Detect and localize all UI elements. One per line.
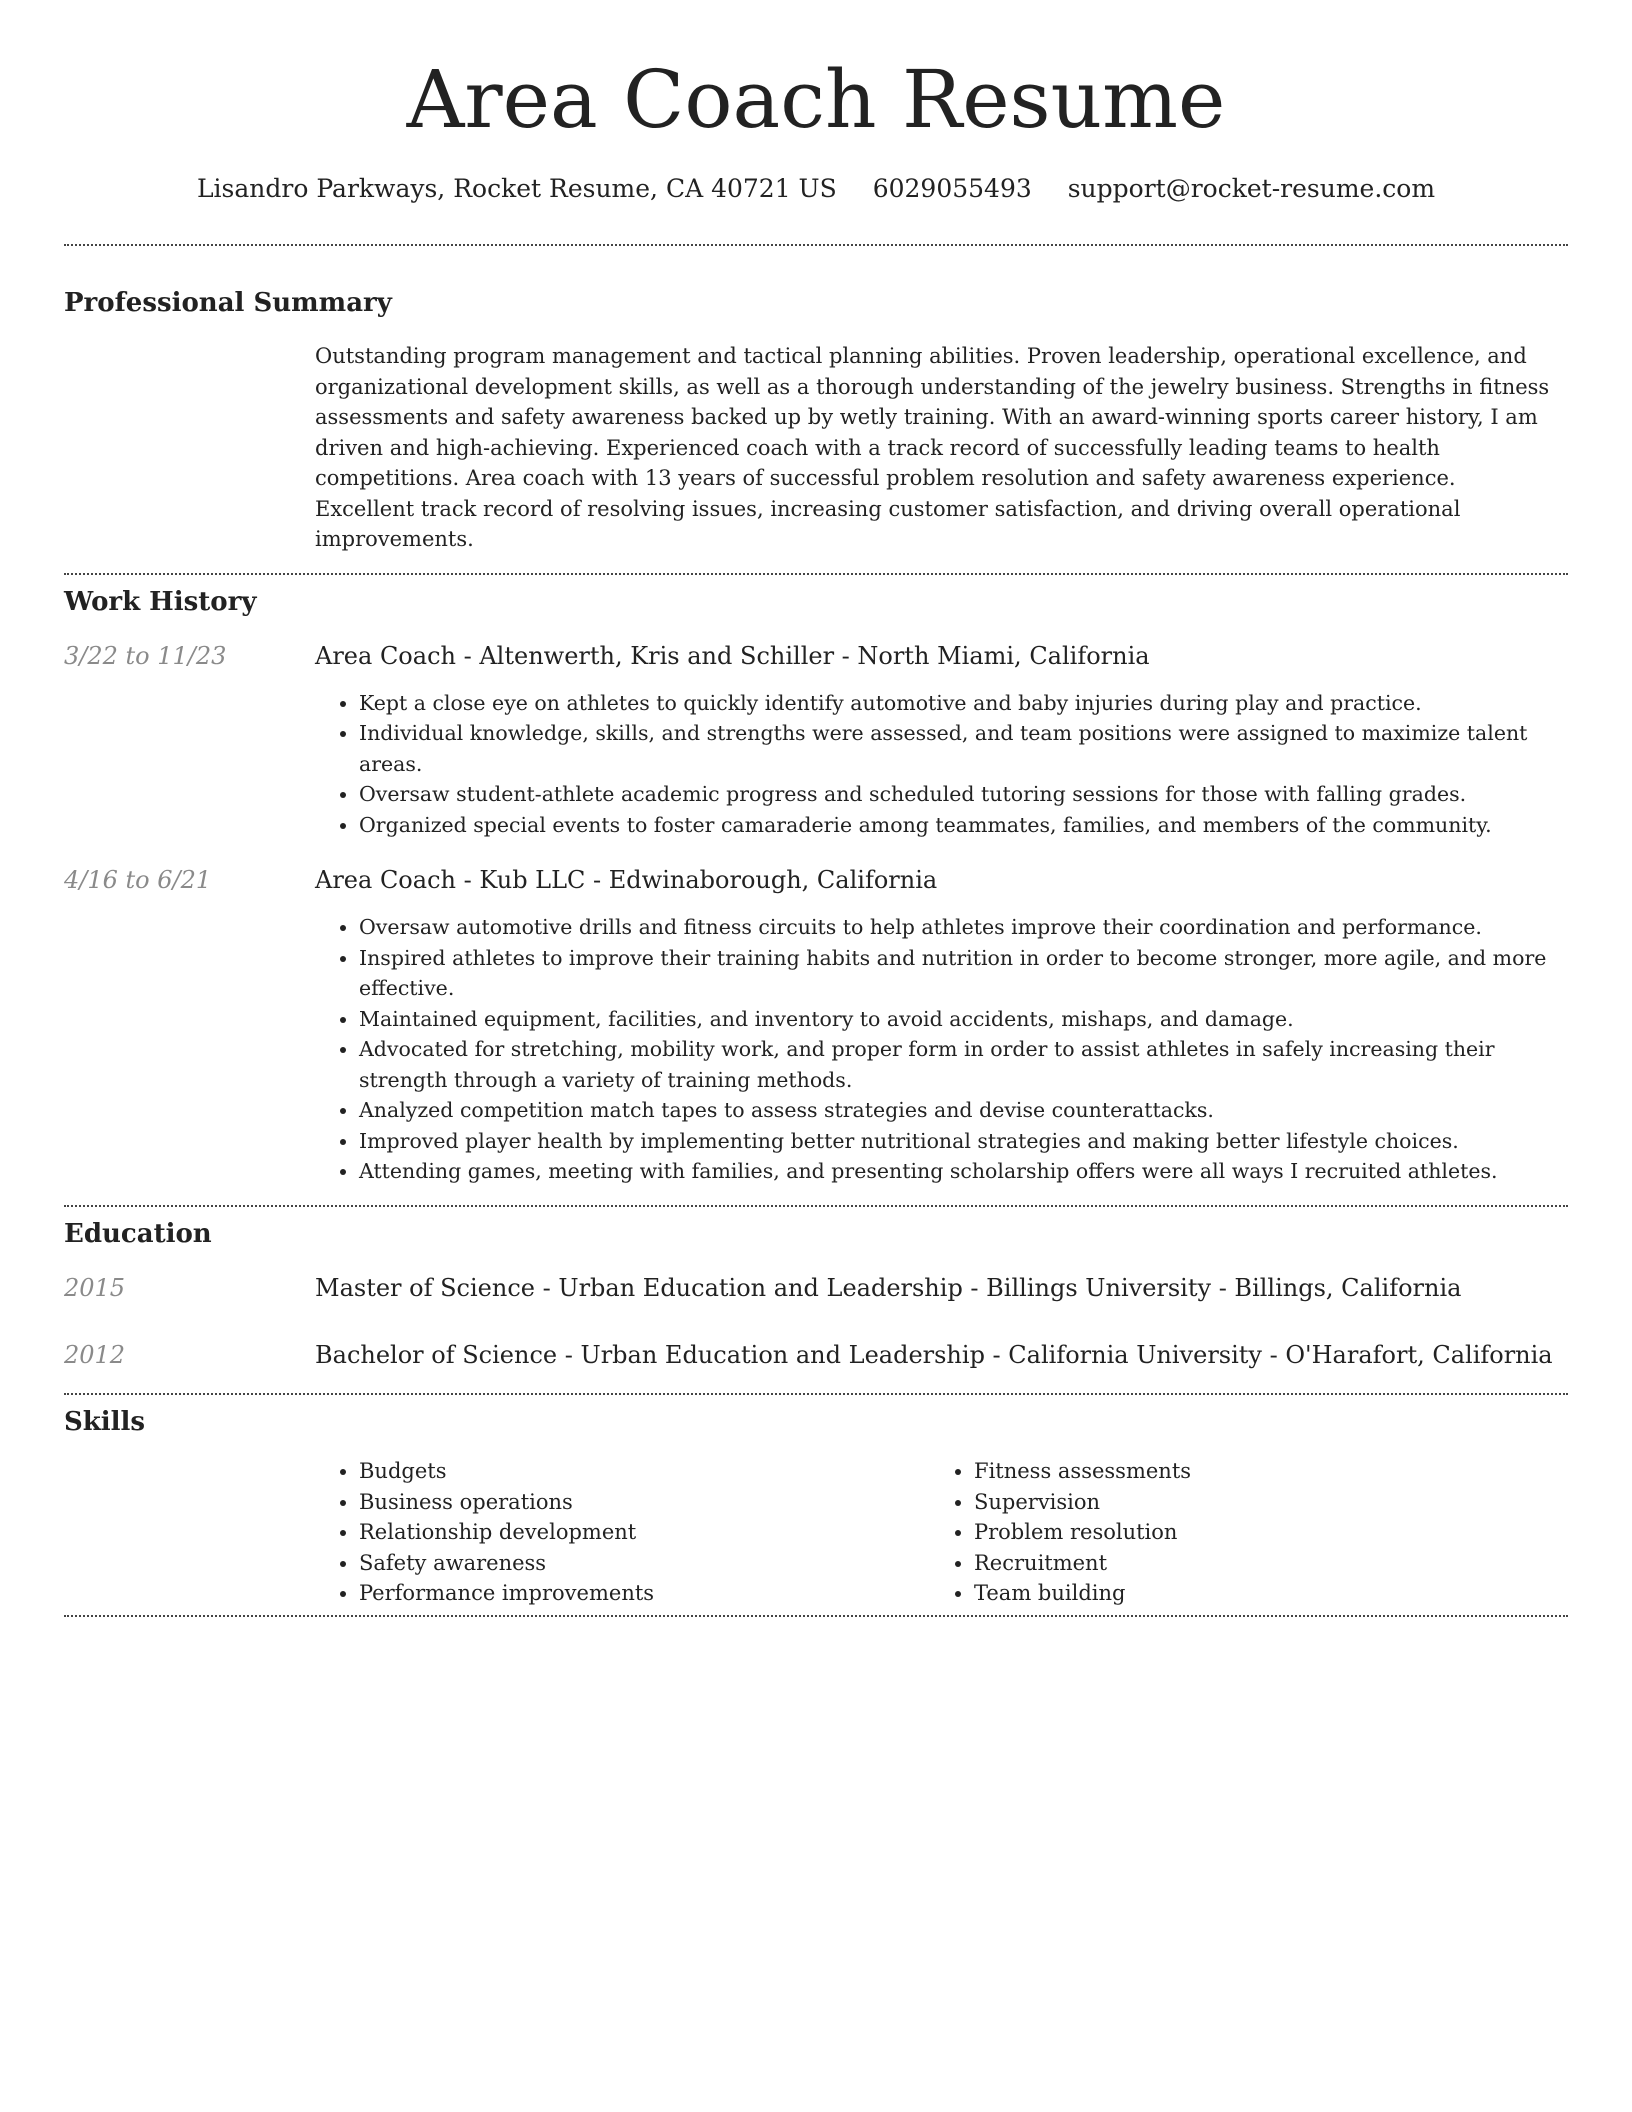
- job-bullets: [315, 912, 1568, 1187]
- list-item: • Oversaw automotive drills and fitness circuits to help athletes improve their coordination and performance.: [359, 912, 1568, 943]
- section-title-summary: Professional Summary: [64, 288, 392, 318]
- education-entry: [64, 1335, 1568, 1375]
- job-title: Area Coach - Altenwerth, Kris and Schiller - North Miami, California: [315, 641, 1150, 670]
- list-item: • Individual knowledge, skills, and strengths were assessed, and team positions were assigned to maximize talent areas.: [359, 718, 1568, 779]
- skills-column-right: [930, 1456, 1545, 1609]
- resume-page: [64, 0, 1568, 1617]
- education-degree: Bachelor of Science - Urban Education and Leadership - California University - O'Harafort, California: [315, 1341, 1553, 1370]
- section-title-education: Education: [64, 1218, 212, 1249]
- education-year: 2012: [64, 1341, 126, 1370]
- skill-item: • Problem resolution: [974, 1517, 1545, 1548]
- education-year: 2015: [64, 1274, 126, 1303]
- skill-item: • Supervision: [974, 1487, 1545, 1518]
- skill-item: • Recruitment: [974, 1548, 1545, 1579]
- work-history-divider: [64, 1205, 1568, 1207]
- contact-line: [64, 174, 1568, 204]
- summary-paragraph: Outstanding program management and tactical planning abilities. Proven leadership, operational excellence, and organizational development skills, as well as a thorough understanding of the jewelry business. Strengths in fitness assessments and safety awareness backed up by wetly training. With an award-winning sports career history, I am driven and high-achieving. Experienced coach with a track record of successfully leading teams to health competitions. Area coach with 13 years of successful problem resolution and safety awareness experience. Excellent track record of resolving issues, increasing customer satisfaction, and driving overall operational improvements.: [315, 344, 1550, 552]
- skills-column-left: [315, 1456, 930, 1609]
- list-item: • Improved player health by implementing better nutritional strategies and making better lifestyle choices.: [359, 1126, 1568, 1157]
- education-entry: [64, 1268, 1568, 1308]
- list-item: • Attending games, meeting with families, and presenting scholarship offers were all ways I recruited athletes.: [359, 1156, 1568, 1187]
- contact-email: support@rocket-resume.com: [1067, 174, 1436, 203]
- skill-item: • Safety awareness: [359, 1548, 930, 1579]
- job-dates: 3/22 to 11/23: [64, 641, 227, 670]
- job-title: Area Coach - Kub LLC - Edwinaborough, California: [315, 866, 938, 895]
- section-title-work-history: Work History: [64, 586, 257, 617]
- contact-address: Lisandro Parkways, Rocket Resume, CA 40721 US: [196, 174, 837, 203]
- list-item: • Kept a close eye on athletes to quickly identify automotive and baby injuries during play and practice.: [359, 688, 1568, 719]
- skill-item: • Business operations: [359, 1487, 930, 1518]
- job-entry: [64, 860, 1568, 1187]
- list-item: • Organized special events to foster camaraderie among teammates, families, and members of the community.: [359, 810, 1568, 841]
- job-bullets: [315, 688, 1568, 841]
- header-divider: [64, 244, 1568, 246]
- resume-title: Area Coach Resume: [406, 53, 1226, 146]
- summary-divider: [64, 573, 1568, 575]
- job-entry: [64, 636, 1568, 841]
- education-divider: [64, 1393, 1568, 1395]
- contact-phone: 6029055493: [872, 174, 1032, 203]
- education-degree: Master of Science - Urban Education and Leadership - Billings University - Billings, California: [315, 1274, 1462, 1303]
- list-item: • Maintained equipment, facilities, and inventory to avoid accidents, mishaps, and damage.: [359, 1004, 1568, 1035]
- skill-item: • Team building: [974, 1578, 1545, 1609]
- list-item: • Analyzed competition match tapes to assess strategies and devise counterattacks.: [359, 1095, 1568, 1126]
- list-item: • Advocated for stretching, mobility work, and proper form in order to assist athletes in safely increasing their strength through a variety of training methods.: [359, 1034, 1568, 1095]
- skill-item: • Relationship development: [359, 1517, 930, 1548]
- skill-item: • Performance improvements: [359, 1578, 930, 1609]
- job-dates: 4/16 to 6/21: [64, 866, 212, 895]
- skill-item: • Fitness assessments: [974, 1456, 1545, 1487]
- list-item: • Oversaw student-athlete academic progress and scheduled tutoring sessions for those with falling grades.: [359, 779, 1568, 810]
- skill-item: • Budgets: [359, 1456, 930, 1487]
- skills-divider: [64, 1615, 1568, 1617]
- section-title-skills: Skills: [64, 1407, 146, 1438]
- skills-list: [315, 1456, 1568, 1609]
- list-item: • Inspired athletes to improve their training habits and nutrition in order to become stronger, more agile, and more effective.: [359, 943, 1568, 1004]
